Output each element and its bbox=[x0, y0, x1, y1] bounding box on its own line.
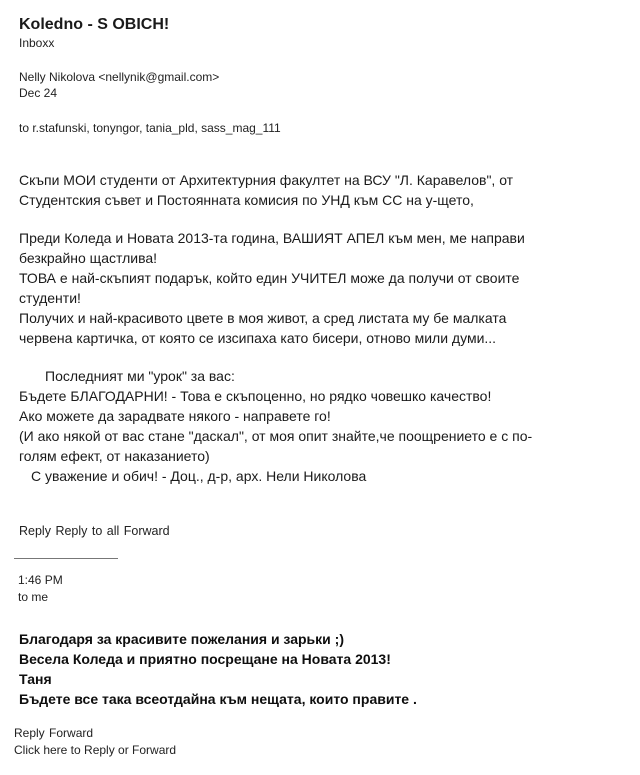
message-line: Студентския съвет и Постоянната комисия по УНД към СС на у-щето, bbox=[19, 192, 474, 208]
message-line: Получих и най-красивото цвете в моя живот, а сред листата му бе малката bbox=[19, 310, 507, 326]
folder-label[interactable]: Inboxx bbox=[19, 36, 55, 50]
sent-date: Dec 24 bbox=[19, 86, 58, 100]
click-here-reply-forward[interactable]: Click here to Reply or Forward bbox=[14, 743, 177, 757]
forward-link[interactable]: Forward bbox=[49, 726, 94, 740]
reply-line: Благодаря за красивите пожелания и зарьки ;) bbox=[19, 631, 344, 647]
reply-link[interactable]: Reply bbox=[14, 726, 45, 740]
reply-link[interactable]: Reply bbox=[19, 524, 51, 538]
message-line: червена картичка, от която се изсипаха като бисери, отново мили думи... bbox=[19, 330, 497, 346]
message-line: голям ефект, от наказанието) bbox=[19, 448, 210, 464]
forward-link[interactable]: Forward bbox=[123, 524, 170, 538]
reply-line: Таня bbox=[19, 671, 52, 687]
message-actions bbox=[19, 524, 170, 538]
reply-line: Бъдете все така всеотдайна към нещата, които правите . bbox=[19, 691, 417, 707]
message-body bbox=[19, 170, 532, 486]
message-line: студенти! bbox=[19, 290, 81, 306]
message-line: (И ако някой от вас стане "даскал", от моя опит знайте,че поощрението е с по- bbox=[19, 428, 533, 444]
reply-body bbox=[19, 629, 417, 709]
reply-recipient: to me bbox=[18, 590, 49, 604]
message-line: Ако можете да зарадвате някого - направете го! bbox=[19, 408, 331, 424]
message-line: Преди Коледа и Новата 2013-та година, ВАШИЯТ АПЕЛ към мен, ме направи bbox=[19, 230, 525, 246]
message-line: Скъпи МОИ студенти от Архитектурния факултет на ВСУ "Л. Каравелов", от bbox=[19, 172, 514, 188]
reply-time: 1:46 PM bbox=[18, 573, 63, 587]
sender: Nelly Nikolova <nellynik@gmail.com> bbox=[19, 70, 220, 84]
reply-line: Весела Коледа и приятно посрещане на Новата 2013! bbox=[19, 651, 391, 667]
recipients: to r.stafunski, tonyngor, tania_pld, sass_mag_111 bbox=[19, 121, 281, 135]
reply-all-link[interactable]: Reply to all bbox=[55, 524, 120, 538]
message-line: Бъдете БЛАГОДАРНИ! - Това е скъпоценно, но рядко човешко качество! bbox=[19, 388, 492, 404]
message-line: ТОВА е най-скъпият подарък, който един УЧИТЕЛ може да получи от своите bbox=[19, 270, 520, 286]
reply-actions bbox=[14, 726, 93, 740]
email-subject: Koledno - S OBICH! bbox=[19, 16, 170, 33]
message-line: Последният ми "урок" за вас: bbox=[45, 368, 235, 384]
message-signature: С уважение и обич! - Доц., д-р, арх. Нели Николова bbox=[31, 468, 367, 484]
message-line: безкрайно щастлива! bbox=[19, 250, 158, 266]
divider bbox=[14, 558, 118, 559]
